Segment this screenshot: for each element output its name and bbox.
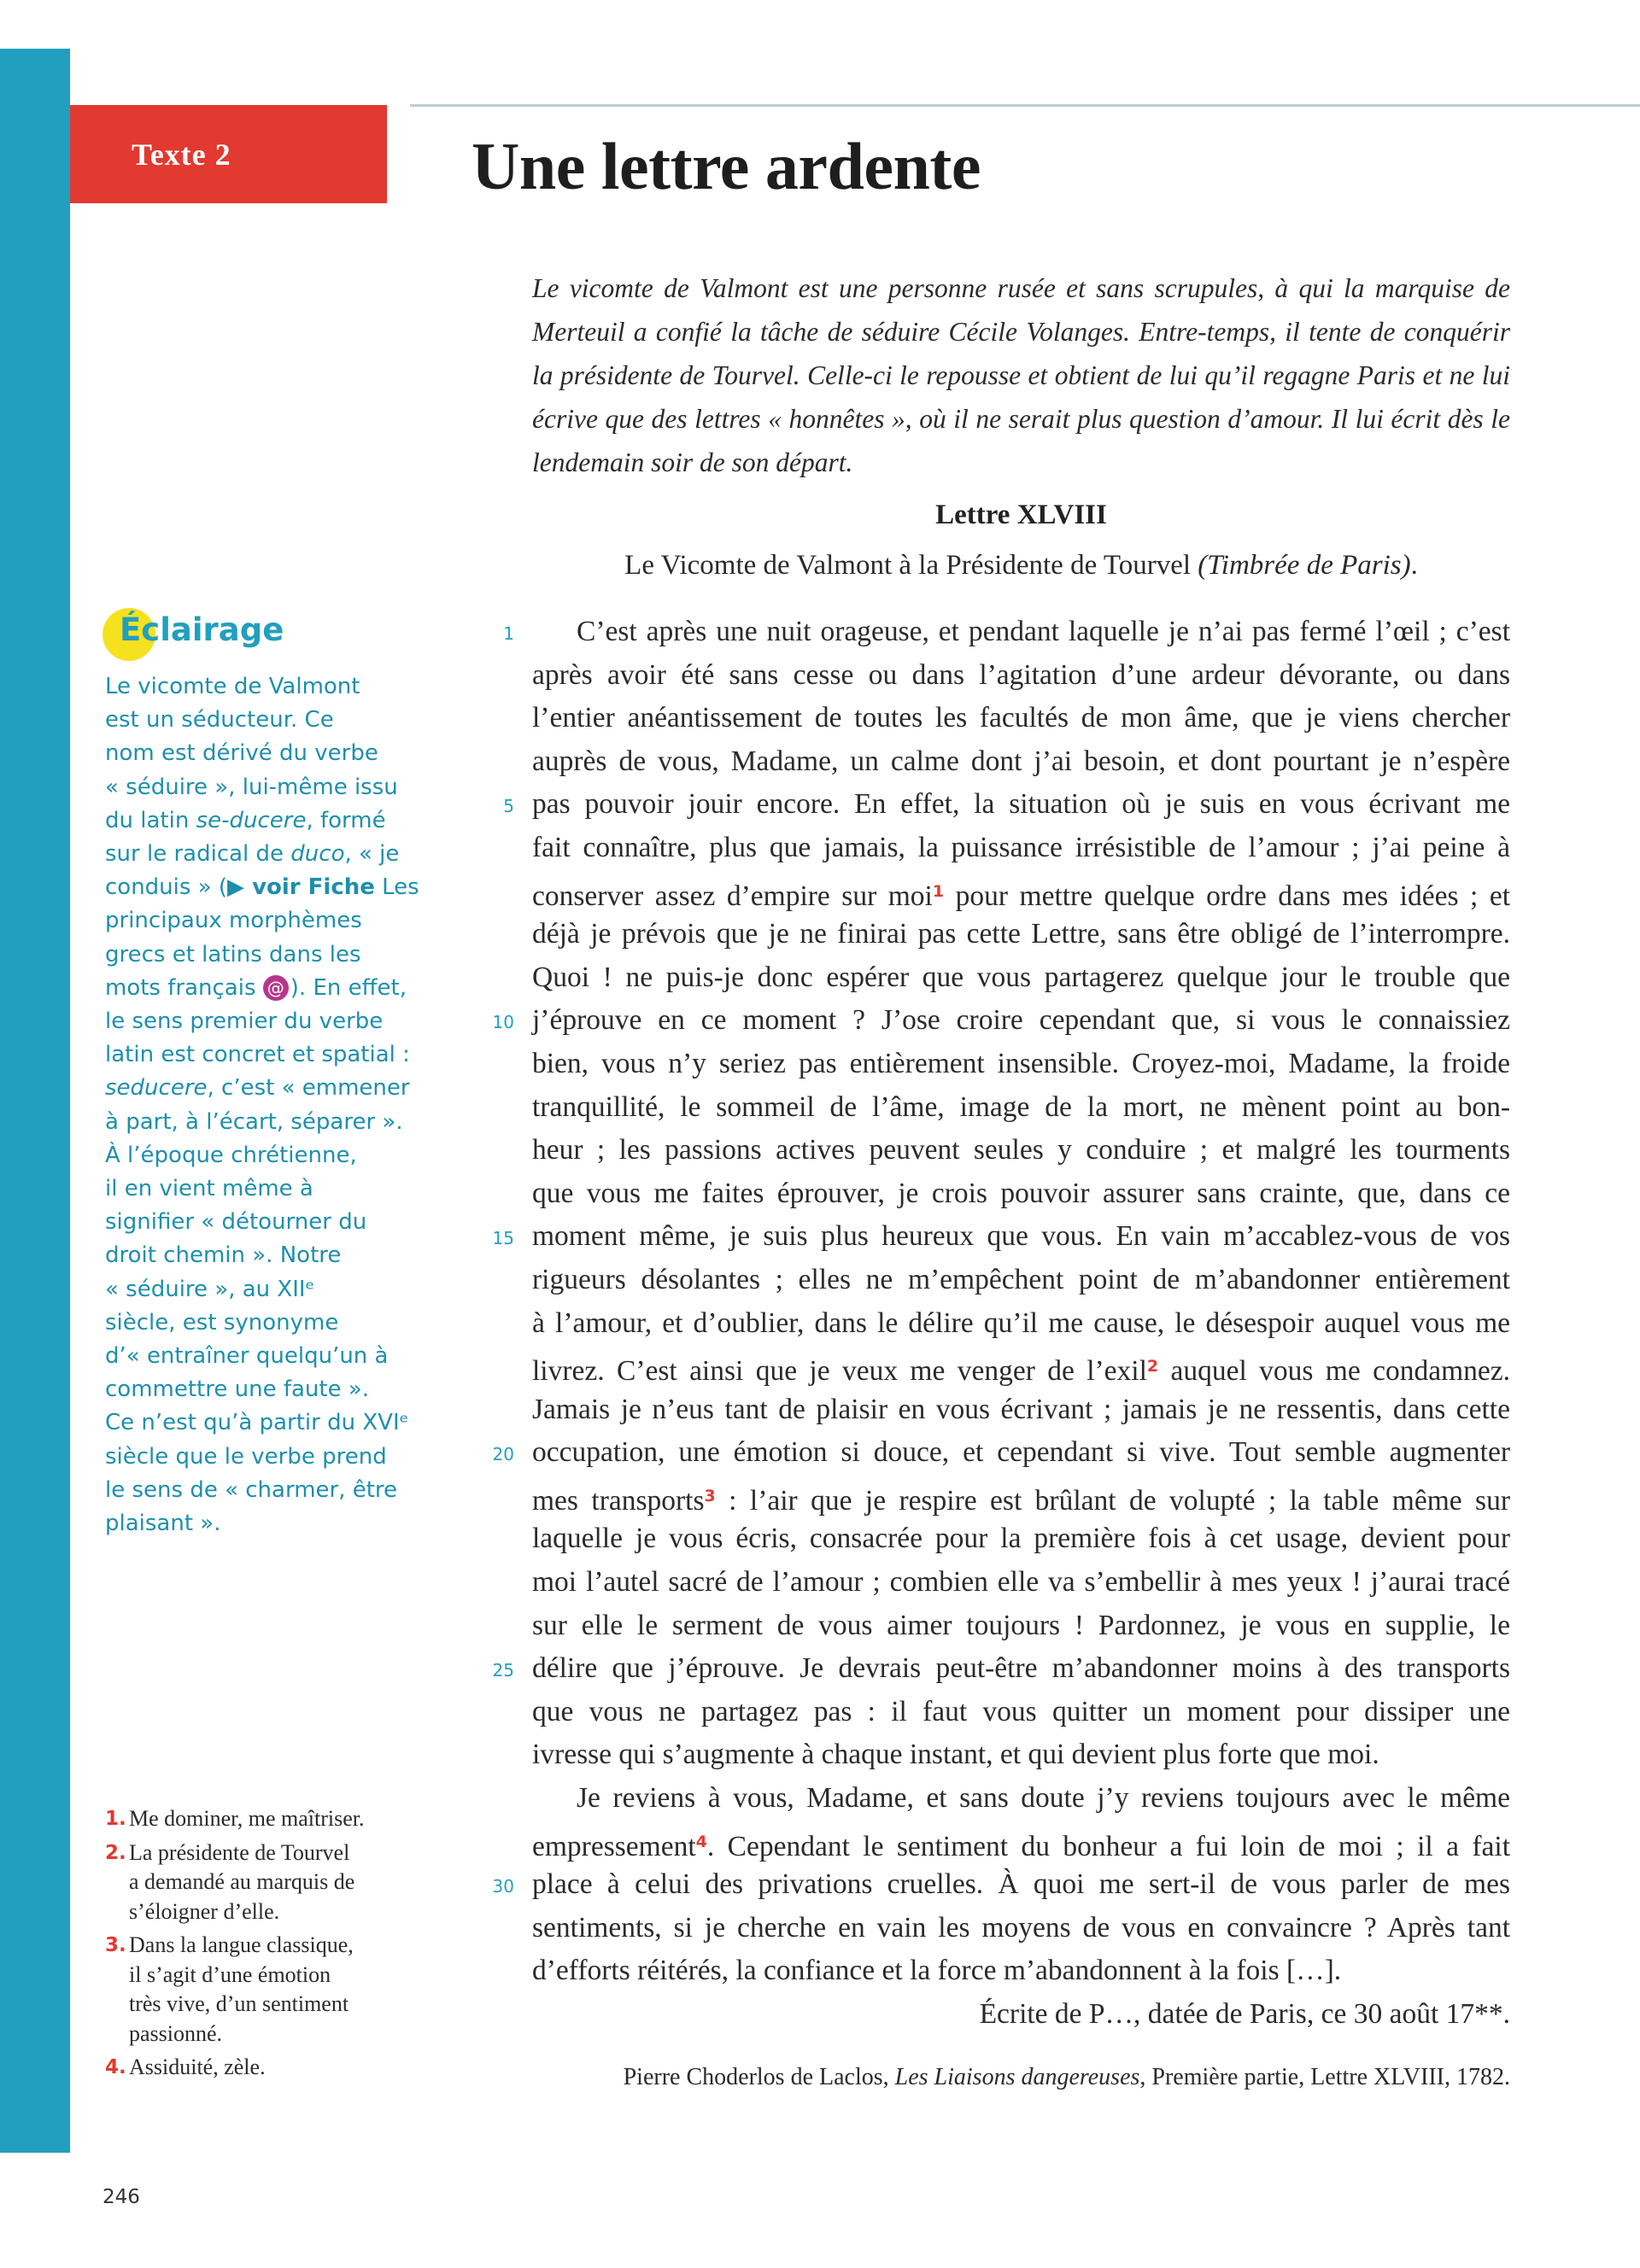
eclairage-line: il en vient même à bbox=[105, 1176, 313, 1202]
text-line: moi l’autel sacré de l’amour ; combien elle va s’embellir à mes yeux ! j’aurai tracé bbox=[532, 1566, 1510, 1599]
eclairage-fragment: duco bbox=[290, 841, 345, 868]
text-fragment: : l’air que je respire est brûlant de volupté ; la table même sur bbox=[715, 1484, 1510, 1517]
footnote-text bbox=[129, 1838, 354, 1927]
letter-subtitle-main: Le Vicomte de Valmont à la Présidente de Tourvel bbox=[624, 550, 1198, 581]
eclairage-line: d’« entraîner quelqu’un à bbox=[105, 1343, 389, 1370]
footnote-number: 3. bbox=[105, 1934, 126, 1956]
text-line: laquelle je vous écris, consacrée pour la première fois à cet usage, devient pour bbox=[532, 1523, 1510, 1555]
text-line bbox=[532, 1475, 1510, 1518]
letter-subtitle-italic: (Timbrée de Paris) bbox=[1198, 550, 1411, 581]
text-line bbox=[532, 1821, 1510, 1864]
text-line: fait connaître, plus que jamais, la puissance irrésistible de l’amour ; j’ai peine à bbox=[532, 831, 1510, 863]
text-line: l’entier anéantissement de toutes les facultés de mon âme, que je viens chercher bbox=[532, 702, 1510, 734]
eclairage-line bbox=[105, 1072, 421, 1105]
eclairage-fragment: , « je bbox=[344, 841, 400, 868]
footnote-number: 2. bbox=[105, 1841, 126, 1864]
footnote bbox=[105, 1931, 387, 2049]
text-line: délire que j’éprouve. Je devrais peut-être m’abandonner moins à des transports bbox=[532, 1652, 1510, 1685]
text-fragment: livrez. C’est ainsi que je veux me venger de l’exil bbox=[532, 1355, 1147, 1388]
footnote-text bbox=[129, 1804, 365, 1834]
text-line: sur elle le serment de vous aimer toujours ! Pardonnez, je vous en supplie, le bbox=[532, 1609, 1510, 1641]
page-title: Une lettre ardente bbox=[472, 129, 981, 203]
eclairage-fragment: Les bbox=[374, 874, 419, 901]
eclairage-line: nom est dérivé du verbe bbox=[105, 740, 378, 767]
text-line: sentiments, si je cherche en vain les moyens de vous en convaincre ? Après tant bbox=[532, 1911, 1510, 1944]
title-rule bbox=[410, 104, 1640, 107]
eclairage-line: principaux morphèmes bbox=[105, 908, 362, 934]
text-fragment: pour mettre quelque ordre dans mes idées ; et bbox=[944, 880, 1511, 912]
eclairage-line: droit chemin ». Notre bbox=[105, 1242, 342, 1269]
text-line: déjà je prévois que je ne finirai pas cette Lettre, sans être obligé de l’interrompre. bbox=[532, 918, 1510, 950]
source-work: Les Liaisons dangereuses bbox=[894, 2064, 1140, 2090]
intro-line: conquérir la présidente de Tourvel. Celle-ci le repousse et obtient de lui qu’il regagne bbox=[532, 317, 1511, 390]
intro-line: Il lui écrit dès le lendemain soir de son départ. bbox=[532, 404, 1510, 477]
letter-subtitle-end: . bbox=[1410, 550, 1418, 581]
eclairage-line: est un séducteur. Ce bbox=[105, 707, 334, 734]
eclairage-fragment: , c’est « emmener bbox=[207, 1075, 410, 1102]
letter-body bbox=[532, 611, 1510, 2037]
footnote-line: passionné. bbox=[129, 2020, 223, 2046]
text-tag bbox=[70, 105, 387, 203]
eclairage-line: latin est concret et spatial : bbox=[105, 1042, 410, 1068]
text-fragment: empressement bbox=[532, 1830, 696, 1862]
eclairage-line: signifier « détourner du bbox=[105, 1209, 367, 1236]
footnote-line: s’éloigner d’elle. bbox=[129, 1898, 280, 1924]
text-line: d’efforts réitérés, la confiance et la force m’abandonnent à la fois […]. bbox=[532, 1955, 1342, 1987]
source-citation bbox=[532, 2064, 1510, 2091]
text-tag-label: Texte 2 bbox=[132, 137, 231, 172]
intro-line: Paris et ne lui écrive que des lettres « honnêtes », où il ne serait plus question d’amour. bbox=[532, 360, 1511, 434]
text-line: Je reviens à vous, Madame, et sans doute j’y reviens toujours avec le même bbox=[577, 1782, 1510, 1815]
text-line: après avoir été sans cesse ou dans l’agitation d’une ardeur dévorante, ou dans bbox=[532, 658, 1510, 691]
footnotes bbox=[105, 1804, 387, 2087]
footnote-mark[interactable]: 3 bbox=[704, 1486, 716, 1505]
text-line: auprès de vous, Madame, un calme dont j’ai besoin, et dont pourtant je n’espère bbox=[532, 745, 1510, 777]
text-line: ivresse qui s’augmente à chaque instant, et qui devient plus forte que moi. bbox=[532, 1739, 1379, 1771]
text-line: tranquillité, le sommeil de l’âme, image de la mort, ne mènent point au bon- bbox=[532, 1090, 1510, 1123]
footnote-line: Dans la langue classique, bbox=[129, 1932, 354, 1957]
footnote-mark[interactable]: 4 bbox=[695, 1832, 707, 1851]
eclairage-line: Ce n’est qu’à partir du XVIᵉ bbox=[105, 1410, 409, 1436]
eclairage-title: Éclairage bbox=[120, 611, 284, 648]
eclairage-line bbox=[105, 972, 421, 1005]
eclairage-fragment: ). En effet, bbox=[290, 974, 407, 1001]
intro-paragraph bbox=[532, 266, 1510, 484]
intro-line: de Merteuil a confié la tâche de séduire Cécile Volanges. Entre-temps, il tente de bbox=[532, 273, 1511, 347]
eclairage-fragment: se-ducere bbox=[196, 807, 307, 833]
line-number: 1 bbox=[503, 623, 514, 644]
source-details: , Première partie, Lettre XLVIII, 1782. bbox=[1139, 2064, 1510, 2090]
eclairage-line: plaisant ». bbox=[105, 1511, 221, 1537]
line-number: 30 bbox=[492, 1876, 514, 1897]
text-line: place à celui des privations cruelles. À quoi me sert-il de vous parler de mes bbox=[532, 1868, 1510, 1901]
text-line: rigueurs désolantes ; elles ne m’empêchent point de m’abandonner entièrement bbox=[532, 1263, 1510, 1295]
eclairage-line bbox=[105, 804, 421, 838]
text-line: que vous ne partagez pas : il faut vous quitter un moment pour dissiper une bbox=[532, 1695, 1510, 1727]
text-line bbox=[532, 1345, 1510, 1388]
text-fragment: auquel vous me condamnez. bbox=[1158, 1355, 1510, 1388]
text-line: occupation, une émotion si douce, et cependant si vive. Tout semble augmenter bbox=[532, 1436, 1510, 1469]
web-resource-icon[interactable]: @ bbox=[263, 975, 289, 1001]
text-line: heur ; les passions actives peuvent seules y conduire ; et malgré les tourments bbox=[532, 1134, 1510, 1166]
eclairage-line: siècle, est synonyme bbox=[105, 1309, 339, 1336]
letter-number: Lettre XLVIII bbox=[935, 500, 1107, 530]
eclairage-line: « séduire », au XIIᵉ bbox=[105, 1276, 315, 1302]
line-number: 15 bbox=[492, 1228, 514, 1248]
footnote bbox=[105, 1804, 387, 1834]
text-line: C’est après une nuit orageuse, et pendant laquelle je n’ai pas fermé l’œil ; c’est bbox=[577, 616, 1510, 647]
eclairage-line: Le vicomte de Valmont bbox=[105, 674, 360, 699]
eclairage-line: le sens premier du verbe bbox=[105, 1008, 384, 1035]
eclairage-line: siècle que le verbe prend bbox=[105, 1443, 387, 1470]
eclairage-line: grecs et latins dans les bbox=[105, 941, 361, 967]
eclairage-line bbox=[105, 871, 421, 904]
source-author: Pierre Choderlos de Laclos, bbox=[623, 2064, 895, 2090]
footnote-line: Assiduité, zèle. bbox=[129, 2055, 266, 2079]
footnote-line: il s’agit d’une émotion bbox=[129, 1961, 331, 1987]
page-number: 246 bbox=[102, 2186, 140, 2208]
letter-subtitle bbox=[532, 550, 1510, 582]
text-line: j’éprouve en ce moment ? J’ose croire cependant que, si vous le connaissiez bbox=[532, 1004, 1510, 1037]
text-line: que vous me faites éprouver, je crois pouvoir assurer sans crainte, que, dans ce bbox=[532, 1177, 1510, 1209]
footnote-line: Me dominer, me maîtriser. bbox=[129, 1806, 365, 1831]
eclairage-line: À l’époque chrétienne, bbox=[105, 1142, 357, 1168]
eclairage-fragment: mots français bbox=[105, 974, 263, 1001]
text-line: bien, vous n’y seriez pas entièrement insensible. Croyez-moi, Madame, la froide bbox=[532, 1047, 1510, 1079]
voir-fiche-link[interactable]: ▶ voir Fiche bbox=[227, 874, 375, 901]
eclairage-line: le sens de « charmer, être bbox=[105, 1476, 398, 1503]
sidebar-color-bar bbox=[0, 49, 70, 2153]
eclairage-fragment: sur le radical de bbox=[105, 841, 291, 868]
eclairage-line: commettre une faute ». bbox=[105, 1377, 370, 1403]
eclairage-fragment: seducere bbox=[105, 1075, 208, 1102]
footnote-line: a demandé au marquis de bbox=[129, 1869, 355, 1894]
footnote-text bbox=[129, 2053, 266, 2083]
text-fragment: . Cependant le sentiment du bonheur a fui loin de moi ; il a fait bbox=[706, 1830, 1510, 1862]
text-fragment: conserver assez d’empire sur moi bbox=[532, 880, 933, 912]
eclairage-text bbox=[105, 670, 421, 1540]
line-number: 25 bbox=[492, 1660, 514, 1681]
text-line bbox=[532, 870, 1510, 914]
footnote-text bbox=[129, 1931, 354, 2049]
footnote-number: 1. bbox=[105, 1808, 126, 1830]
eclairage-fragment: conduis » ( bbox=[105, 874, 228, 901]
text-line: Jamais je n’eus tant de plaisir en vous écrivant ; jamais je ne ressentis, dans cette bbox=[532, 1393, 1510, 1425]
footnote-number: 4. bbox=[105, 2056, 126, 2078]
line-number: 5 bbox=[503, 796, 514, 816]
text-line: à l’amour, et d’oublier, dans le délire qu’il me cause, le désespoir auquel vous me bbox=[532, 1306, 1510, 1339]
eclairage-fragment: , formé bbox=[306, 807, 386, 833]
eclairage-line bbox=[105, 838, 421, 871]
text-line: moment même, je suis plus heureux que vous. En vain m’accablez-vous de vos bbox=[532, 1220, 1510, 1253]
text-fragment: mes transports bbox=[532, 1484, 705, 1517]
footnote-line: La présidente de Tourvel bbox=[129, 1839, 350, 1865]
letter-dateline: Écrite de P…, datée de Paris, ce 30 août 17**. bbox=[979, 1998, 1510, 2030]
line-number: 20 bbox=[492, 1444, 514, 1464]
eclairage-fragment: du latin bbox=[105, 807, 196, 833]
footnote bbox=[105, 1838, 387, 1927]
intro-line: Le vicomte de Valmont est une personne rusée et sans scrupules, à qui la marquise bbox=[532, 273, 1474, 303]
footnote-mark[interactable]: 1 bbox=[932, 881, 945, 901]
text-line: pas pouvoir jouir encore. En effet, la situation où je suis en vous écrivant me bbox=[532, 788, 1510, 821]
line-number: 10 bbox=[492, 1012, 514, 1032]
footnote bbox=[105, 2053, 387, 2083]
footnote-line: très vive, d’un sentiment bbox=[129, 1991, 349, 2016]
eclairage-line: à part, à l’écart, séparer ». bbox=[105, 1108, 403, 1135]
footnote-mark[interactable]: 2 bbox=[1146, 1357, 1159, 1377]
eclairage-line: « séduire », lui-même issu bbox=[105, 774, 398, 800]
text-line: Quoi ! ne puis-je donc espérer que vous partagerez quelque jour le trouble que bbox=[532, 961, 1510, 993]
